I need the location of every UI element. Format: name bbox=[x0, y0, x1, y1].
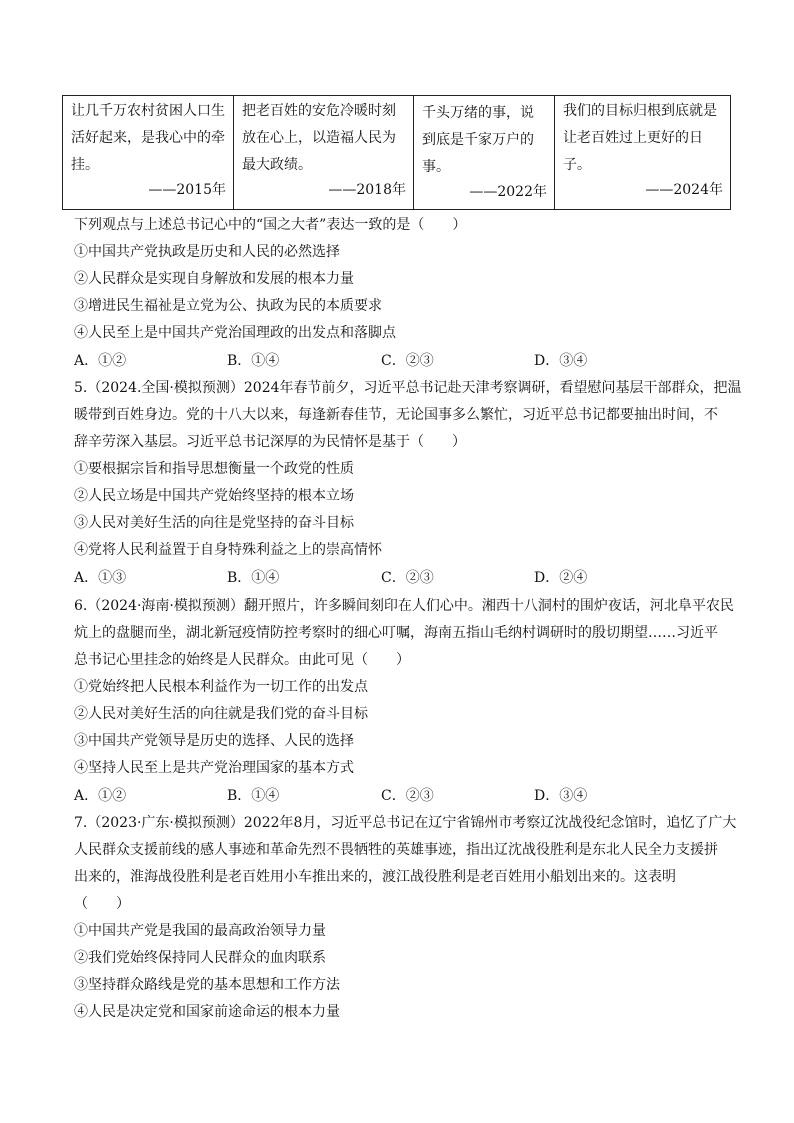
option-b[interactable]: B．①④ bbox=[227, 353, 280, 369]
statement-item: ④党将人民利益置于自身特殊利益之上的崇高情怀 bbox=[74, 542, 382, 558]
statement-item: ②人民立场是中国共产党始终坚持的根本立场 bbox=[74, 488, 354, 504]
question-stem-line: 辞辛劳深入基层。习近平总书记深厚的为民情怀是基于（ ） bbox=[74, 434, 466, 450]
option-c[interactable]: C．②③ bbox=[381, 353, 434, 369]
statement-item: ①中国共产党是我国的最高政治领导力量 bbox=[74, 923, 326, 939]
statement-item: ③坚持群众路线是党的基本思想和工作方法 bbox=[74, 977, 340, 993]
statement-item: ④人民至上是中国共产党治国理政的出发点和落脚点 bbox=[74, 325, 396, 341]
question-stem-line: 人民群众支援前线的感人事迹和革命先烈不畏牺牲的英雄事迹，指出辽沈战役胜利是东北人民全力支援拼 bbox=[74, 842, 718, 858]
option-a[interactable]: A．①③ bbox=[74, 570, 127, 586]
question-stem-line: 5.（2024.全国·模拟预测）2024年春节前夕，习近平总书记赴天津考察调研，看望慰问基层干部群众，把温 bbox=[74, 380, 742, 396]
question-stem-line: 出来的，淮海战役胜利是老百姓用小车推出来的，渡江战役胜利是老百姓用小船划出来的。这表明 bbox=[74, 869, 676, 885]
question-stem-line: 炕上的盘腿而坐，湖北新冠疫情防控考察时的细心叮嘱，海南五指山毛纳村调研时的殷切期望……习近平 bbox=[74, 625, 718, 641]
option-a[interactable]: A．①② bbox=[74, 353, 127, 369]
quote-year: ——2018年 bbox=[328, 182, 406, 198]
statement-item: ③增进民生福祉是立党为公、执政为民的本质要求 bbox=[74, 298, 382, 314]
quote-text: 让几千万农村贫困人口生活好起来，是我心中的牵挂。 bbox=[71, 103, 225, 173]
quote-table-row bbox=[63, 96, 731, 210]
option-d[interactable]: D．③④ bbox=[534, 353, 588, 369]
option-d[interactable]: D．③④ bbox=[534, 788, 588, 804]
question-stem-line: 7.（2023·广东·模拟预测）2022年8月，习近平总书记在辽宁省锦州市考察辽沈战役纪念馆时，追忆了广大 bbox=[74, 815, 737, 831]
option-b[interactable]: B．①④ bbox=[227, 570, 280, 586]
quote-text: 千头万绪的事，说到底是千家万户的事。 bbox=[422, 105, 534, 175]
question-stem-line: 暖带到百姓身边。党的十八大以来，每逢新春佳节，无论国事多么繁忙，习近平总书记都要抽出时间，不 bbox=[74, 407, 718, 423]
statement-item: ③中国共产党领导是历史的选择、人民的选择 bbox=[74, 733, 354, 749]
statement-item: ②我们党始终保持同人民群众的血肉联系 bbox=[74, 950, 326, 966]
quote-year: ——2015年 bbox=[148, 182, 226, 198]
quote-text: 把老百姓的安危冷暖时刻放在心上，以造福人民为最大政绩。 bbox=[242, 103, 396, 173]
statement-item: ④人民是决定党和国家前途命运的根本力量 bbox=[74, 1004, 340, 1020]
option-c[interactable]: C．②③ bbox=[381, 788, 434, 804]
question-stem: 下列观点与上述总书记心中的“国之大者”表达一致的是（ ） bbox=[74, 217, 467, 233]
option-d[interactable]: D．②④ bbox=[534, 570, 588, 586]
quote-cell-2024 bbox=[555, 96, 731, 210]
quote-table bbox=[62, 95, 731, 210]
quote-text: 我们的目标归根到底就是让老百姓过上更好的日子。 bbox=[563, 103, 717, 173]
statement-item: ①中国共产党执政是历史和人民的必然选择 bbox=[74, 244, 340, 260]
statement-item: ④坚持人民至上是共产党治理国家的基本方式 bbox=[74, 760, 354, 776]
quote-cell-2018 bbox=[234, 96, 414, 210]
statement-item: ①党始终把人民根本利益作为一切工作的出发点 bbox=[74, 679, 368, 695]
answer-options bbox=[74, 786, 724, 806]
statement-item: ②人民对美好生活的向往就是我们党的奋斗目标 bbox=[74, 706, 368, 722]
answer-options bbox=[74, 568, 724, 588]
answer-options bbox=[74, 351, 724, 371]
statement-item: ①要根据宗旨和指导思想衡量一个政党的性质 bbox=[74, 461, 354, 477]
quote-cell-2015 bbox=[63, 96, 234, 210]
option-c[interactable]: C．②③ bbox=[381, 570, 434, 586]
quote-year: ——2022年 bbox=[469, 184, 547, 200]
question-stem-line: （ ） bbox=[74, 896, 130, 912]
question-stem-line: 总书记心里挂念的始终是人民群众。由此可见（ ） bbox=[74, 652, 410, 668]
quote-cell-2022 bbox=[414, 96, 555, 210]
question-stem-line: 6.（2024·海南·模拟预测）翻开照片，许多瞬间刻印在人们心中。湘西十八洞村的围炉夜话，河北阜平农民 bbox=[74, 598, 734, 614]
statement-item: ②人民群众是实现自身解放和发展的根本力量 bbox=[74, 271, 354, 287]
option-a[interactable]: A．①② bbox=[74, 788, 127, 804]
option-b[interactable]: B．①④ bbox=[227, 788, 280, 804]
quote-year: ——2024年 bbox=[645, 182, 723, 198]
statement-item: ③人民对美好生活的向往是党坚持的奋斗目标 bbox=[74, 515, 354, 531]
